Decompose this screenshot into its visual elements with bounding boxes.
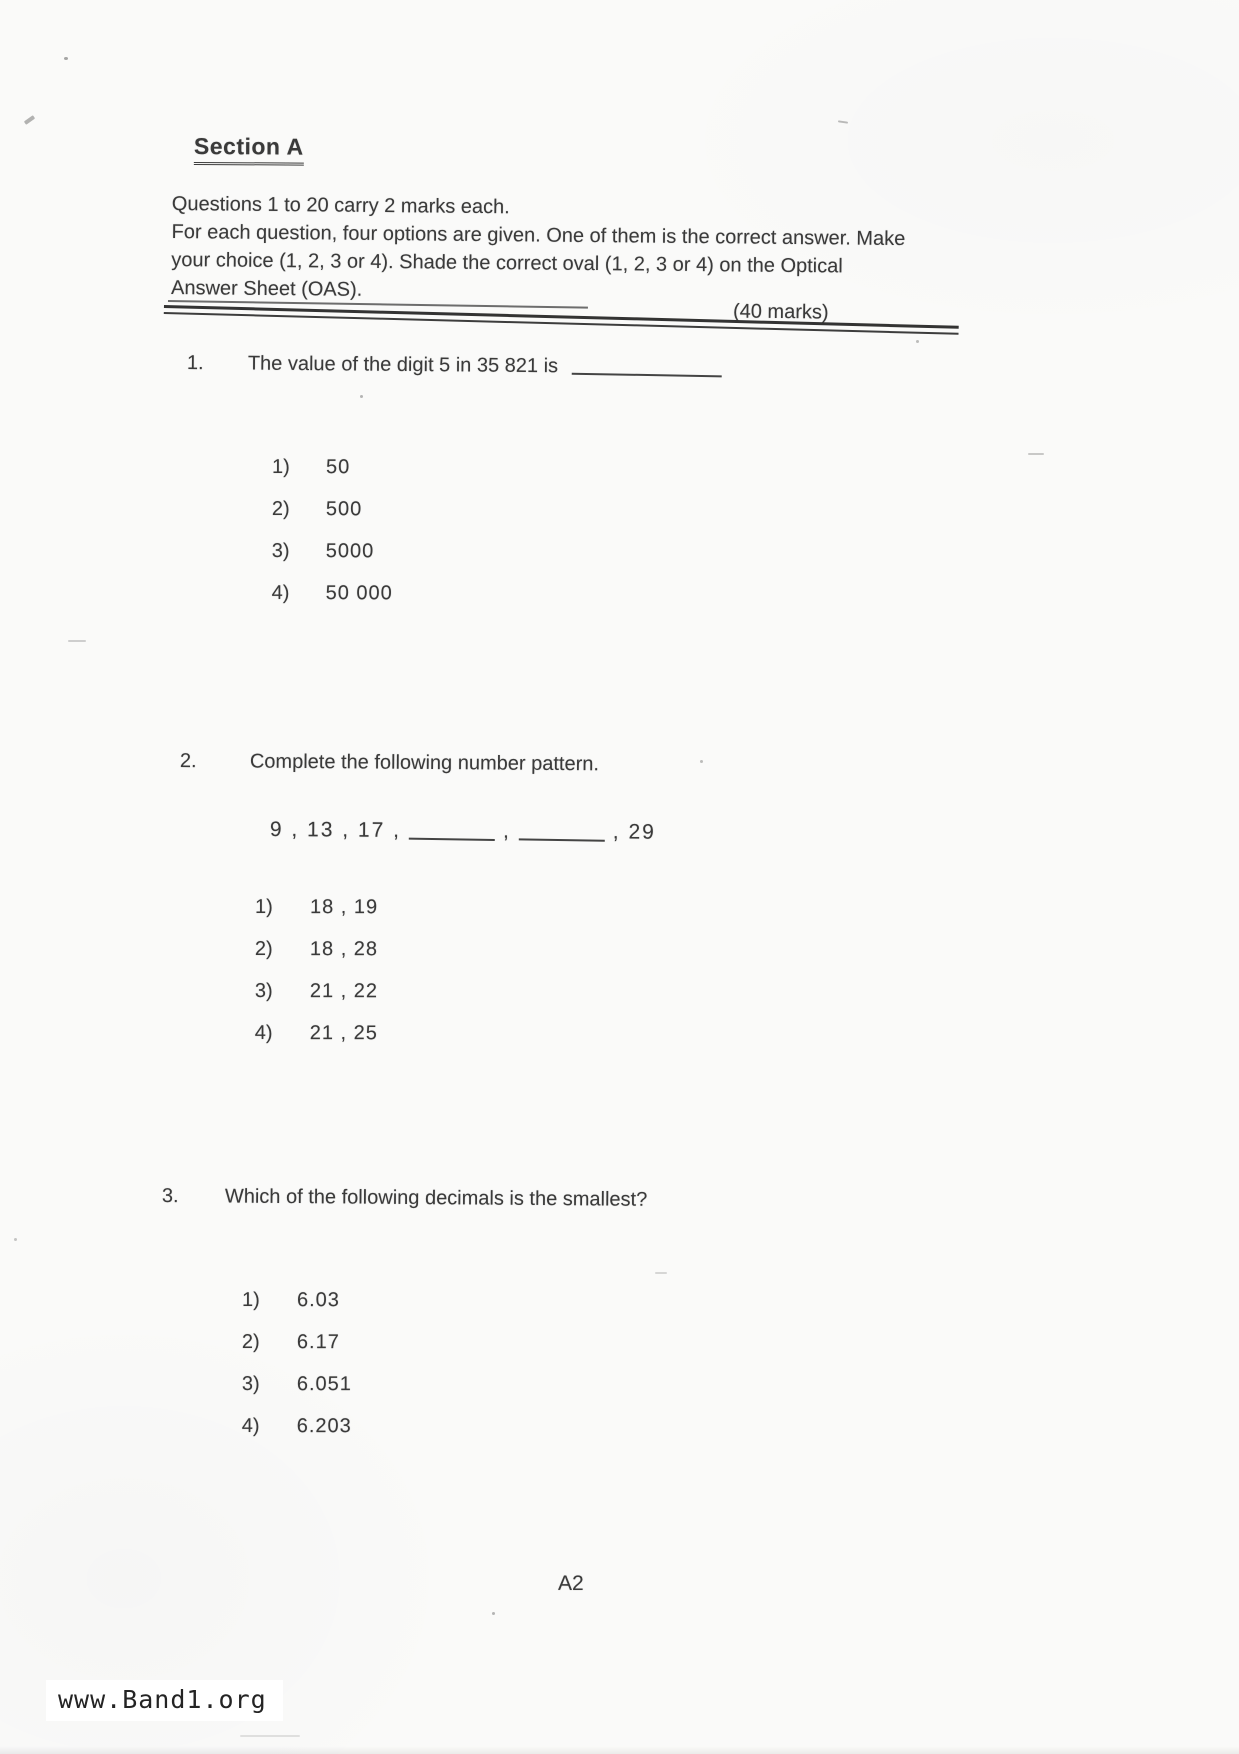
scan-speck — [68, 640, 86, 642]
option-label: 4) — [254, 1021, 273, 1045]
sequence-prefix: 9 , 13 , 17 , — [269, 818, 402, 842]
question-stem: Complete the following number pattern. — [249, 750, 600, 776]
question-number: 3. — [161, 1184, 179, 1208]
answer-option — [272, 581, 393, 623]
option-label: 4) — [271, 581, 290, 605]
question-stem: Which of the following decimals is the smallest? — [224, 1185, 648, 1211]
instruction-line: For each question, four options are given. One of them is the correct answer. Make — [171, 220, 906, 251]
instruction-line: Questions 1 to 20 carry 2 marks each. — [171, 192, 510, 219]
option-value: 18 , 28 — [309, 938, 379, 961]
number-pattern-line — [270, 818, 656, 845]
option-label: 2) — [241, 1330, 260, 1354]
question-3 — [162, 1183, 648, 1213]
option-value: 500 — [325, 498, 363, 521]
watermark: www.Band1.org — [58, 1685, 267, 1714]
question-1 — [187, 350, 722, 381]
option-value: 6.03 — [296, 1289, 340, 1312]
scan-speck — [655, 1272, 667, 1274]
option-value: 21 , 22 — [309, 980, 379, 1003]
answer-option — [242, 1288, 352, 1330]
scan-speck — [838, 120, 848, 123]
option-value: 6.17 — [296, 1331, 340, 1354]
question-stem: The value of the digit 5 in 35 821 is — [248, 351, 722, 381]
scan-speck — [700, 760, 703, 763]
instructions-block — [171, 190, 972, 310]
answer-option — [242, 1414, 352, 1456]
sequence-suffix: , 29 — [612, 820, 656, 844]
question-2 — [180, 748, 599, 777]
scan-speck — [24, 115, 35, 125]
scan-edge-shade — [0, 1746, 1239, 1754]
answer-blank — [519, 822, 605, 841]
answer-option — [255, 937, 378, 979]
scan-speck — [916, 340, 919, 343]
option-label: 1) — [241, 1289, 260, 1312]
option-label: 2) — [271, 497, 290, 521]
answer-option — [242, 1330, 352, 1372]
option-label: 1) — [271, 456, 290, 479]
option-value: 6.203 — [296, 1415, 352, 1438]
marks-note: (40 marks) — [732, 300, 829, 324]
question-number: 2. — [179, 749, 197, 773]
answer-option — [255, 979, 378, 1021]
answer-option — [255, 895, 378, 937]
option-label: 3) — [241, 1372, 260, 1396]
page-number: A2 — [557, 1571, 584, 1596]
answer-blank — [409, 822, 495, 841]
sequence-separator: , — [502, 819, 511, 843]
answer-option — [272, 455, 393, 497]
option-label: 3) — [254, 979, 273, 1003]
question-number: 1. — [186, 351, 204, 375]
option-value: 21 , 25 — [309, 1022, 378, 1045]
answer-option — [272, 497, 393, 539]
option-value: 5000 — [325, 540, 375, 563]
question-1-options — [272, 455, 394, 623]
option-value: 18 , 19 — [309, 896, 379, 919]
option-label: 2) — [254, 937, 273, 961]
answer-blank — [572, 357, 722, 378]
scan-speck — [360, 395, 363, 398]
option-value: 50 000 — [325, 582, 393, 605]
section-divider — [164, 305, 959, 335]
option-value: 6.051 — [296, 1373, 352, 1396]
scan-speck — [14, 1238, 17, 1241]
scan-speck — [64, 57, 68, 60]
watermark-box — [46, 1680, 283, 1721]
scan-speck — [1028, 453, 1044, 455]
option-label: 3) — [271, 539, 290, 563]
instruction-line: Answer Sheet (OAS). — [170, 276, 363, 301]
scan-speck — [240, 1735, 300, 1737]
answer-option — [272, 539, 393, 581]
option-value: 50 — [325, 456, 351, 479]
question-2-options — [255, 895, 378, 1063]
section-heading: Section A — [194, 133, 304, 166]
instruction-line: your choice (1, 2, 3 or 4). Shade the correct oval (1, 2, 3 or 4) on the Optical — [171, 248, 843, 278]
option-label: 1) — [254, 896, 273, 919]
option-label: 4) — [241, 1414, 260, 1438]
question-3-options — [242, 1288, 352, 1456]
answer-option — [242, 1372, 352, 1414]
scan-speck — [492, 1612, 495, 1615]
answer-option — [255, 1021, 378, 1063]
